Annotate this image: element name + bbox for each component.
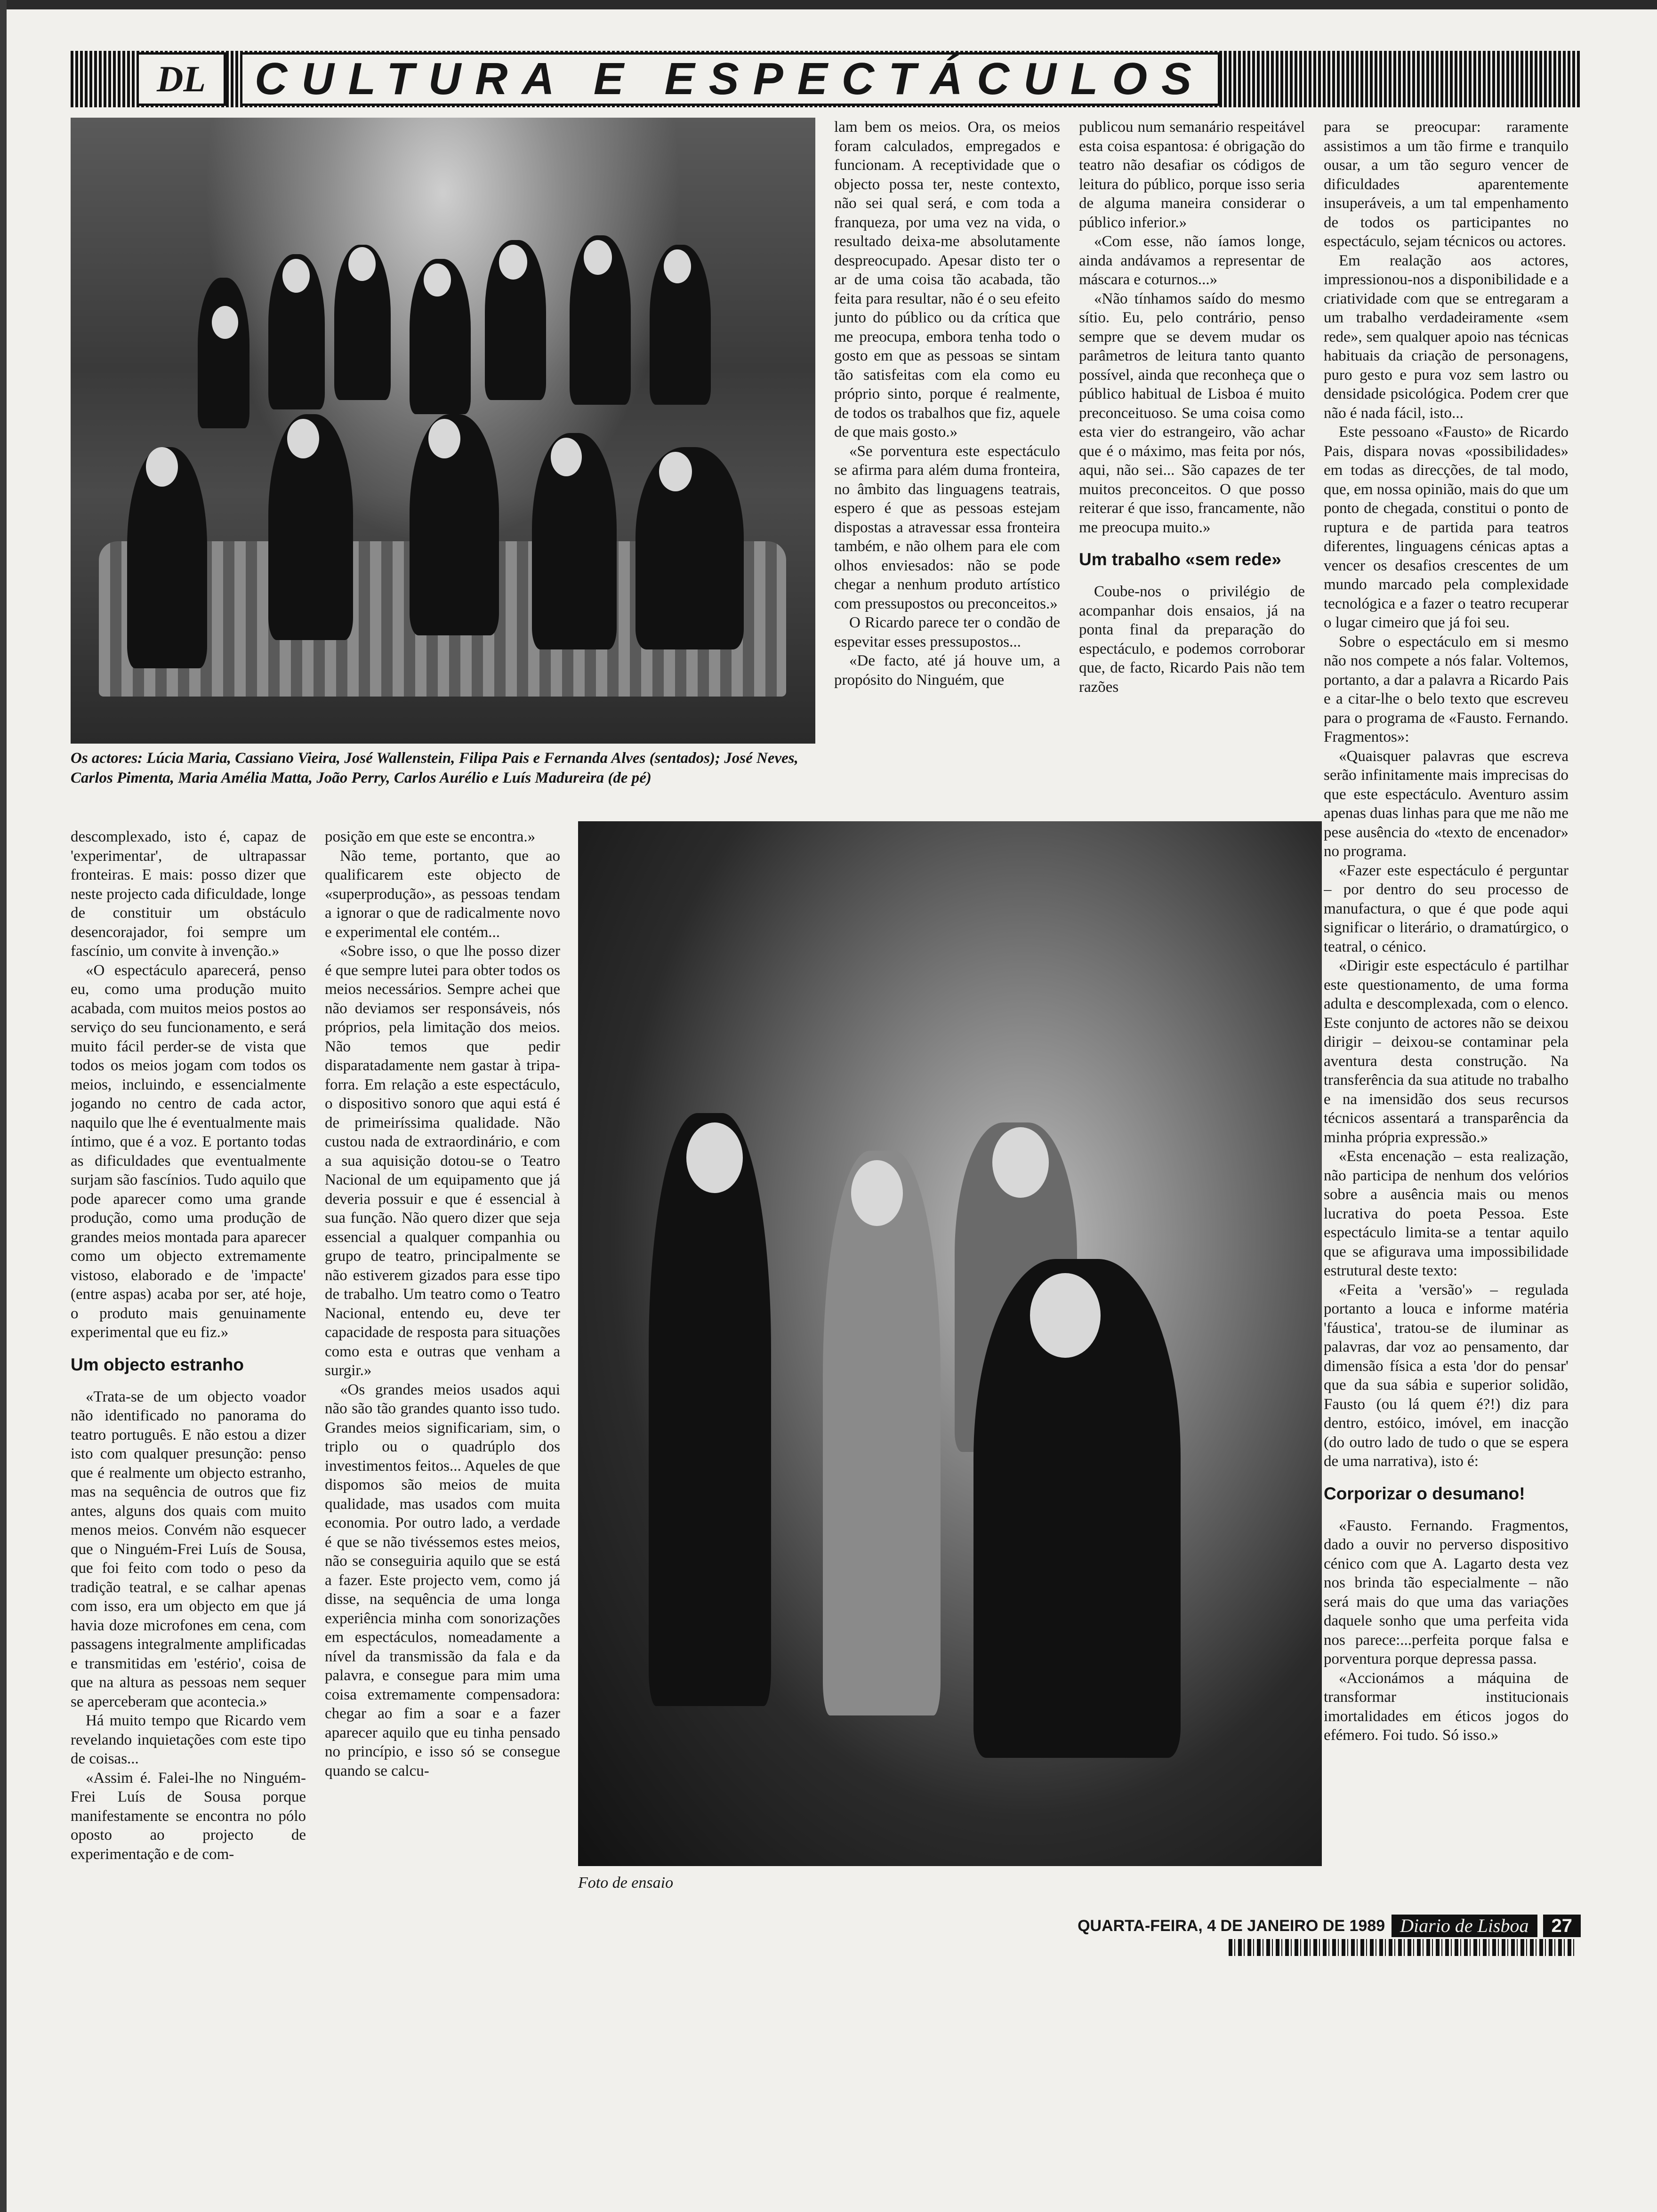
paragraph: «Se porventura este espectáculo se afirma para além duma fronteira, no âmbito das linguagens teatrais, espero é que as pessoas estejam dispostas a atravessar essa fronteira também, e não olhem para ele com olhos enviesados: não se pode chegar a nenhum produto artístico com pressupostos ou preconceitos.» xyxy=(834,442,1060,612)
paragraph: «Fausto. Fernando. Fragmentos, dado a ouvir no perverso dispositivo cénico com que A. Lagarto desta vez nos brinda tão especialmente – não será mais do que uma das variações daquele sonho que uma perfeita vida nos parece:...perfeita porque falsa e porventura porque depressa passa. xyxy=(1324,1517,1569,1667)
article-column-5 xyxy=(325,827,560,1962)
subheading-corporizar: Corporizar o desumano! xyxy=(1324,1483,1525,1503)
paragraph: «Accionámos a máquina de transformar institucionais imortalidades em éticos jogos do efémero. Foi tudo. Só isso.» xyxy=(1324,1669,1569,1744)
paragraph: «O espectáculo aparecerá, penso eu, como uma produção muito acabada, com muitos meios postos ao serviço do seu funcionamento, e será muito fácil perder-se de vista que todos os meios jogam com todos os meios, incluindo, e essencialmente jogando no centro de cada actor, naquilo que lhe é eventualmente mais íntimo, que é a voz. E portanto todas as dificuldades que eventualmente surjam são fascínios. Tudo aquilo que pode aparecer como uma grande produção, como uma produção de grandes meios montada para aparecer como um objecto extremamente vistoso, elaborado e de 'impacte' (entre aspas) acaba por ser, até hoje, o produto mais genuinamente experimental que eu fiz.» xyxy=(71,962,306,1341)
paragraph: Em realação aos actores, impressionou-nos a disponibilidade e a criatividade com que se entregaram a um trabalho verdadeiramente «sem rede», sem qualquer apoio nas técnicas habituais da criação de personagens, puro gesto e pura voz sem lastro ou densidade psicológica. Podem crer que não é nada fácil, isto... xyxy=(1324,252,1569,422)
article-column-3 xyxy=(1324,118,1569,1911)
paragraph: «Trata-se de um objecto voador não identificado no panorama do teatro português. E não estou a dizer isto com qualquer presunção: penso que é realmente um objecto estranho, mas na sequência de outros que fiz antes, alguns dos quais com muito menos meios. Convém não esquecer que o Ninguém-Frei Luís de Sousa, que foi feito com todo o peso da tradição teatral, e se calhar apenas com isso, era um objecto em que já havia doze microfones em cena, com passagens integralmente amplificadas e transmitidas em 'estério', coisa de que na altura as pessoas nem sequer se aperceberam que acontecia.» xyxy=(71,1388,306,1710)
paragraph: Há muito tempo que Ricardo vem revelando inquietações com este tipo de coisas... xyxy=(71,1712,306,1767)
rehearsal-photo xyxy=(578,821,1322,1866)
paragraph: «Os grandes meios usados aqui não são tão grandes quanto isso tudo. Grandes meios significariam, sim, o triplo ou o quadrúplo dos investimentos feitos... Aqueles de que dispomos são meios de muita qualidade, mas usados com muita economia. Por outro lado, a verdade é que se não tivéssemos estes meios, não se conseguiria aquilo que se está a fazer. Este projecto vem, como já disse, na sequência de uma longa experiência minha com sonorizações em espectáculos, nomeadamente a nível da transmissão da fala e da palavra, e consegue para mim uma coisa extremamente compensadora: chegar ao fim a soar e a fazer aparecer aquilo que eu tinha pensado no princípio, e isso só se consegue quando se calcu- xyxy=(325,1381,560,1779)
page-top-edge xyxy=(0,0,1657,9)
paragraph: «Dirigir este espectáculo é partilhar este questionamento, de uma forma adulta e descomplexada, com o elenco. Este conjunto de actores não se deixou dirigir – deixou-se contaminar pela aventura desta construção. Na transferência da sua atitude no trabalho e na imensidão dos seus recursos técnicos assentará a transparência da minha própria expressão.» xyxy=(1324,957,1569,1146)
issue-date: QUARTA-FEIRA, 4 DE JANEIRO DE 1989 xyxy=(1078,1916,1385,1935)
group-photo-caption: Os actores: Lúcia Maria, Cassiano Vieira, José Wallenstein, Filipa Pais e Fernanda Alves (sentados); José Neves, Carlos Pimenta, Maria Amélia Matta, João Perry, Carlos Aurélio e Luís Madureira (de pé) xyxy=(71,750,798,786)
paragraph: «Assim é. Falei-lhe no Ninguém-Frei Luís de Sousa porque manifestamente se encontra no pólo oposto ao projecto de experimentação e de com- xyxy=(71,1769,306,1863)
paragraph: Não teme, portanto, que ao qualificarem este objecto de «superprodução», as pessoas tendam a ignorar o que de radicalmente novo e experimental ele contém... xyxy=(325,847,560,941)
paragraph: Coube-nos o privilégio de acompanhar dois ensaios, já na ponta final da preparação do espectáculo, e podemos corroborar que, de facto, Ricardo Pais não tem razões xyxy=(1079,583,1305,696)
subheading-objecto-estranho: Um objecto estranho xyxy=(71,1354,244,1374)
paragraph: Este pessoano «Fausto» de Ricardo Pais, dispara novas «possibilidades» em todas as direcções, de tal modo, que, em nossa opinião, mais do que um ponto de chegada, constitui o ponto de ruptura e de partida para teatros diferentes, linguagens cénicas aptas a vencer os desafios crescentes de um mundo marcado pela complexidade tecnológica e a fazer o teatro recuperar o lugar cimeiro que já foi seu. xyxy=(1324,424,1569,631)
article-column-4 xyxy=(71,827,306,1962)
paragraph: «De facto, até já houve um, a propósito do Ninguém, que xyxy=(834,652,1060,689)
paragraph: para se preocupar: raramente assistimos a um tão firme e tranquilo ousar, a um tão seguro vencer de dificuldades aparentemente insuperáveis, a um tal empenhamento de todos os participantes no espectáculo, sejam técnicos ou actores. xyxy=(1324,119,1569,250)
article-column-2 xyxy=(1079,118,1305,805)
page-number: 27 xyxy=(1543,1915,1581,1937)
paragraph: «Sobre isso, o que lhe posso dizer é que sempre lutei para obter todos os meios necessários. Sempre achei que não deviamos ser responsáveis, nós próprios, pela limitação dos meios. Não temos que pedir disparatadamente nem gastar à tripa-forra. Em relação a este espectáculo, o dispositivo sonoro que aqui está é de primeiríssima qualidade. Não custou nada de extraordinário, e com a sua aquisição dotou-se o Teatro Nacional de um equipamento que já deveria possuir e que é essencial à sua função. Não quero dizer que seja essencial a qualquer companhia ou grupo de teatro, principalmente se não estiverem gizados para esse tipo de trabalho. Um teatro como o Teatro Nacional, entendo eu, deve ter capacidade de resposta para situações como esta e outras que venham a surgir.» xyxy=(325,943,560,1379)
paragraph: descomplexado, isto é, capaz de 'experimentar', de ultrapassar fronteiras. E mais: posso dizer que neste projecto cada dificuldade, longe de constituir um obstáculo desencorajador, foi sempre um fascínio, um convite à invenção.» xyxy=(71,828,306,960)
paragraph: «Com esse, não íamos longe, ainda andávamos a representar de máscara e coturnos...» xyxy=(1079,233,1305,288)
paragraph: posição em que este se encontra.» xyxy=(325,828,536,845)
paragraph: «Esta encenação – esta realização, não participa de nenhum dos velórios sobre a ausência mais ou menos lucrativa do poeta Pessoa. Este espectáculo limita-se a tentar aquilo que se afigurava uma impossibilidade estrutural deste texto: xyxy=(1324,1148,1569,1279)
page-footer xyxy=(946,1915,1581,1937)
section-logo: DL xyxy=(137,52,226,106)
paragraph: publicou num semanário respeitável esta coisa espantosa: é obrigação do teatro não desafiar os códigos de leitura do público, porque isso seria de alguma maneira considerar o público inferior.» xyxy=(1079,119,1305,231)
page-left-edge xyxy=(0,0,7,2212)
paragraph: «Quaisquer palavras que escreva serão infinitamente mais imprecisas do que este espectáculo. Aventuro assim apenas duas linhas para que me não me pese ausência do «texto de encenador» no programa. xyxy=(1324,747,1569,860)
paragraph: «Fazer este espectáculo é perguntar – por dentro do seu processo de manufactura, o que é que pode aqui significar o literário, o dramatúrgico, o teatral, o cénico. xyxy=(1324,862,1569,955)
paragraph: «Feita a 'versão'» – regulada portanto a louca e informe matéria 'fáustica', tratou-se de iluminar as palavras, dar voz ao pensamento, dar dimensão física a esta 'dor do pensar' que da sua sábia e superior solidão, Fausto (ou lá quem é?!) diz para dentro, estóico, imóvel, em inacção (do outro lado de tudo o que se espera de uma narrativa), isto é: xyxy=(1324,1281,1569,1470)
footer-decorative-bar xyxy=(1229,1939,1577,1956)
newspaper-masthead: Diario de Lisboa xyxy=(1392,1915,1537,1937)
paragraph: «Não tínhamos saído do mesmo sítio. Eu, pelo contrário, penso sempre que se devem mudar os parâmetros de leitura tanto quanto possível, ainda que reconheça que o público habitual de Lisboa é muito preconceituoso. Se uma coisa como esta vier do estrangeiro, vão achar que é o máximo, mas feita por nós, aqui, não sei... São capazes de ter muitos preconceitos. O que posso reiterar é que isso, francamente, não me preocupa muito.» xyxy=(1079,290,1305,536)
cast-group-photo xyxy=(71,118,815,744)
paragraph: Sobre o espectáculo em si mesmo não nos compete a nós falar. Voltemos, portanto, a dar a palavra a Ricardo Pais e a citar-lhe o belo texto que escreveu para o programa de «Fausto. Fernando. Fragmentos»: xyxy=(1324,633,1569,745)
paragraph: O Ricardo parece ter o condão de espevitar esses pressupostos... xyxy=(834,614,1060,650)
section-title: CULTURA E ESPECTÁCULOS xyxy=(240,52,1220,106)
rehearsal-photo-caption: Foto de ensaio xyxy=(578,1874,674,1891)
article-column-1 xyxy=(834,118,1060,805)
section-header xyxy=(71,51,1581,107)
subheading-sem-rede: Um trabalho «sem rede» xyxy=(1079,550,1281,569)
paragraph: lam bem os meios. Ora, os meios foram calculados, empregados e funcionam. A receptividade que o objecto possa ter, neste contexto, não sei qual será, e com toda a franqueza, por uma vez na vida, o resultado deixa-me absolutamente despreocupado. Apesar disto ter o ar de uma coisa tão acabada, tão feita para resultar, não é o seu efeito junto do público ou da crítica que me preocupa, embora tenha todo o gosto em que as pessoas se sintam tão satisfeitas com ela como eu próprio sinto, porque é realmente, de todos os trabalhos que fiz, aquele de que mais gosto.» xyxy=(834,119,1060,441)
